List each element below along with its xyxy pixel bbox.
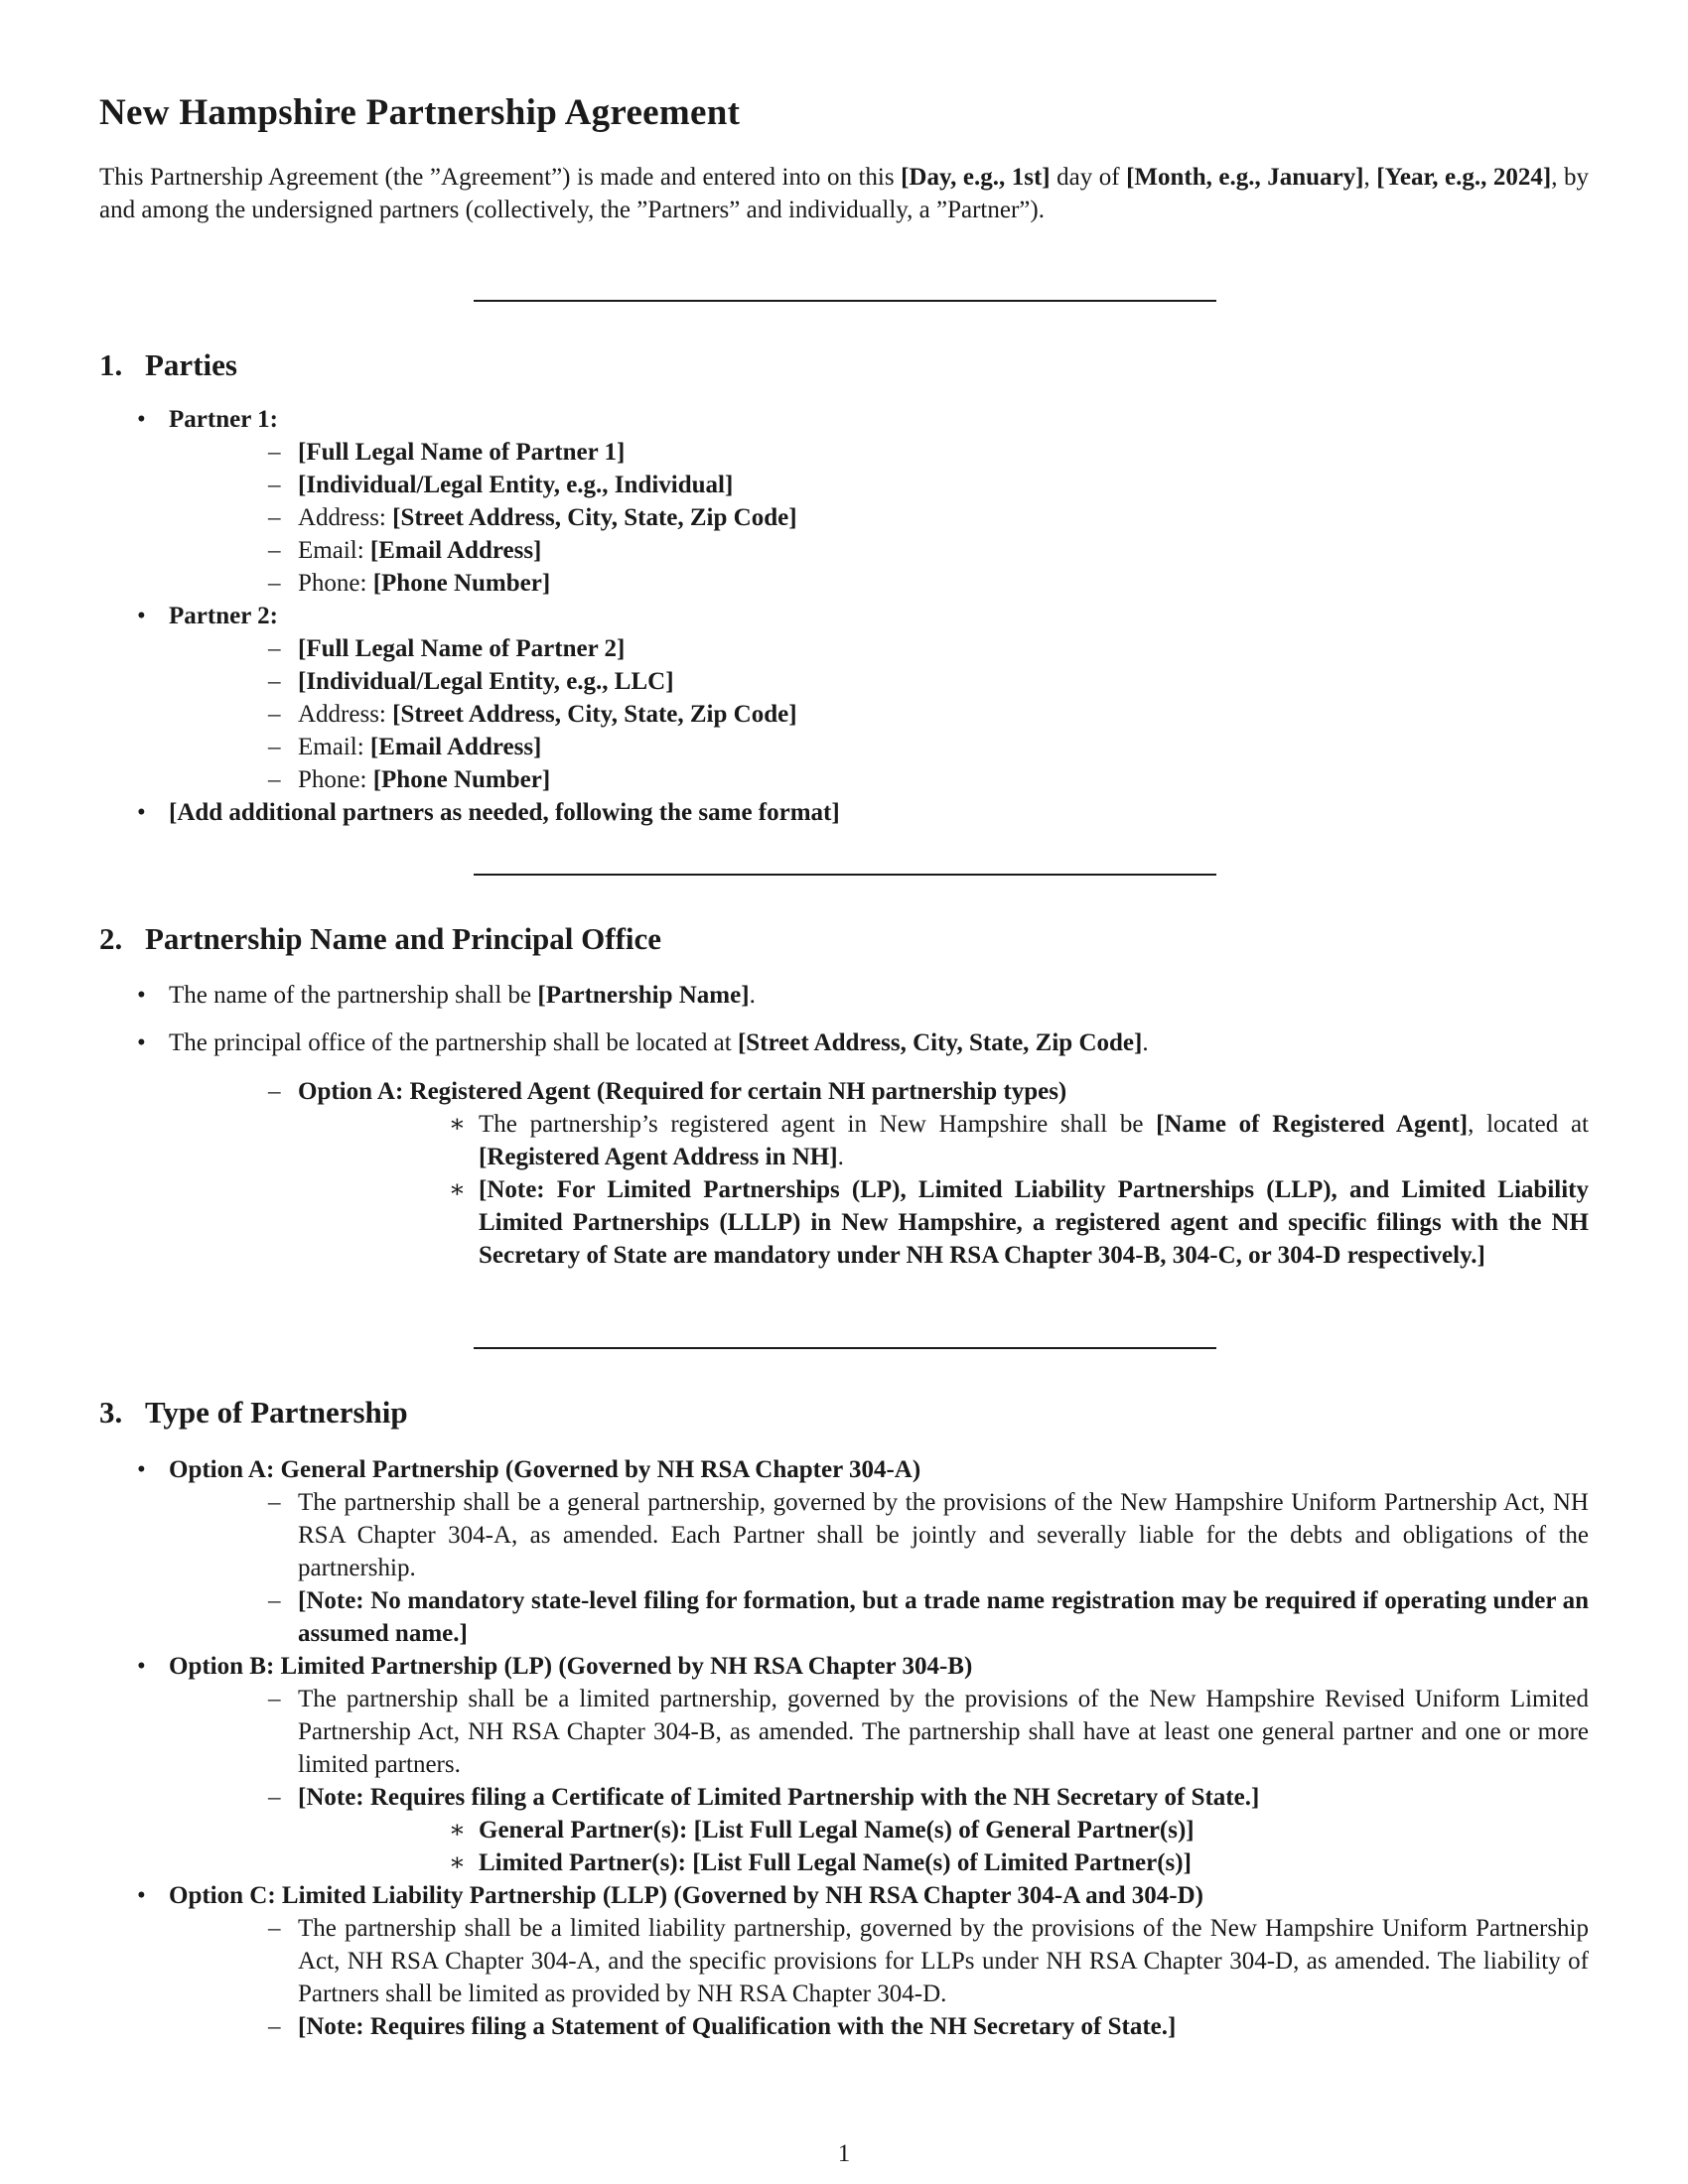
list-item [169,2010,1589,2043]
list-item [169,1781,1589,1879]
document-title: New Hampshire Partnership Agreement [99,92,741,133]
section-number: 3. [99,1395,123,1430]
intro-text: , [1363,164,1377,191]
general-partners-placeholder: [List Full Legal Name(s) of General Partner(s)] [693,1817,1195,1843]
section-title: Partnership Name and Principal Office [145,921,662,956]
partner-1-entity: [Individual/Legal Entity, e.g., Individual] [298,472,734,498]
option-c-note: [Note: Requires filing a Statement of Qualification with the NH Secretary of State.] [298,2013,1177,2040]
section-divider [474,300,1216,302]
intro-text: , by and among the undersigned partners (collectively, the ”Partners” and individually, a ”Partner”). [99,164,1590,223]
name-office-list [99,979,1589,1272]
email-label: Email: [298,537,370,564]
registered-agent-name: [Name of Registered Agent] [1156,1111,1469,1138]
page-number: 1 [837,2140,851,2167]
list-item [169,698,1589,731]
section-1-heading [99,347,237,383]
option-a-note: [Note: No mandatory state-level filing for formation, but a trade name registration may be required if operating under an assumed name.] [298,1587,1589,1647]
option-c-label: Option C: Limited Liability Partnership (LLP) (Governed by NH RSA Chapter 304-A and 304-D) [169,1882,1203,1909]
additional-partners-note: [Add additional partners as needed, following the same format] [169,799,840,826]
list-item [169,1912,1589,2010]
partner-2-label: Partner 2: [169,603,278,629]
limited-partners-placeholder: [List Full Legal Name(s) of Limited Partner(s)] [692,1849,1192,1876]
phone-label: Phone: [298,766,373,793]
list-item [169,534,1589,567]
intro-text: day of [1050,164,1127,191]
punctuation: . [749,982,756,1009]
registered-agent-text: The partnership’s registered agent in New Hampshire shall be [479,1111,1157,1138]
partner-1-name: [Full Legal Name of Partner 1] [298,439,626,466]
option-a-text: The partnership shall be a general partnership, governed by the provisions of the New Hampshire Uniform Partnership Act, NH RSA Chapter 304-A, as amended. Each Partner shall be jointly and severally liable for the debts and obligations of the partnership. [298,1489,1589,1581]
registered-agent-address: [Registered Agent Address in NH] [479,1144,838,1170]
list-item [169,501,1589,534]
partner-1-address: [Street Address, City, State, Zip Code] [392,504,797,531]
partnership-name-text: The name of the partnership shall be [169,982,538,1009]
list-item [298,1173,1589,1272]
section-title: Type of Partnership [145,1395,408,1430]
option-c-text: The partnership shall be a limited liability partnership, governed by the provisions of the New Hampshire Uniform Partnership Act, NH RSA Chapter 304-A, and the specific provisions for LLPs under NH RSA Chapter 304-D, as amended. The liability of Partners shall be limited as provided by NH RSA Chapter 304-D. [298,1915,1589,2007]
section-number: 2. [99,921,123,956]
punctuation: . [837,1144,844,1170]
list-item [169,436,1589,469]
list-item [169,1683,1589,1781]
day-placeholder: [Day, e.g., 1st] [901,164,1051,191]
list-item [169,731,1589,763]
general-partners-label: General Partner(s): [479,1817,694,1843]
partner-1-label: Partner 1: [169,406,278,433]
list-item [99,1879,1589,2043]
section-divider [474,874,1216,876]
registered-agent-option: Option A: Registered Agent (Required for certain NH partnership types) [298,1078,1067,1105]
address-label: Address: [298,701,393,728]
list-item [99,1026,1589,1272]
month-placeholder: [Month, e.g., January] [1126,164,1364,191]
intro-text: This Partnership Agreement (the ”Agreement”) is made and entered into on this [99,164,902,191]
partner-2-entity: [Individual/Legal Entity, e.g., LLC] [298,668,674,695]
list-item [99,1453,1589,1650]
registered-agent-mid: , located at [1468,1111,1589,1138]
list-item [99,796,1589,829]
partner-1-phone: [Phone Number] [372,570,551,597]
partnership-type-list [99,1453,1589,2043]
intro-paragraph [99,161,1589,226]
list-item [169,1584,1589,1650]
list-item [298,1108,1589,1173]
list-item [169,469,1589,501]
partner-2-name: [Full Legal Name of Partner 2] [298,635,626,662]
partner-2-address: [Street Address, City, State, Zip Code] [392,701,797,728]
section-title: Parties [145,347,237,382]
address-label: Address: [298,504,393,531]
list-item [169,1486,1589,1584]
option-b-text: The partnership shall be a limited partnership, governed by the provisions of the New Hampshire Revised Uniform Limited Partnership Act, NH RSA Chapter 304-B, as amended. The partnership shall have at least one general partner and one or more limited partners. [298,1686,1589,1778]
partner-1-email: [Email Address] [369,537,542,564]
partner-2-email: [Email Address] [369,734,542,760]
limited-partners-label: Limited Partner(s): [479,1849,693,1876]
list-item [169,1075,1589,1272]
email-label: Email: [298,734,370,760]
section-divider [474,1347,1216,1349]
list-item [99,1650,1589,1879]
list-item [99,600,1589,796]
option-b-note: [Note: Requires filing a Certificate of Limited Partnership with the NH Secretary of State.] [298,1784,1260,1811]
list-item [169,632,1589,665]
list-item [169,763,1589,796]
parties-list [99,403,1589,829]
principal-office-text: The principal office of the partnership shall be located at [169,1029,738,1056]
registered-agent-note: [Note: For Limited Partnerships (LP), Limited Liability Partnerships (LLP), and Limited Liability Limited Partnerships (LLLP) in New Hampshire, a registered agent and specific filings with the NH Secretary of State are mandatory under NH RSA Chapter 304-B, 304-C, or 304-D respectively.] [479,1176,1589,1269]
partner-2-phone: [Phone Number] [372,766,551,793]
section-number: 1. [99,347,123,382]
list-item [169,567,1589,600]
year-placeholder: [Year, e.g., 2024] [1376,164,1552,191]
section-3-heading [99,1395,408,1431]
list-item [298,1846,1589,1879]
principal-office-placeholder: [Street Address, City, State, Zip Code] [737,1029,1143,1056]
punctuation: . [1142,1029,1149,1056]
option-b-label: Option B: Limited Partnership (LP) (Governed by NH RSA Chapter 304-B) [169,1653,973,1680]
phone-label: Phone: [298,570,373,597]
list-item [169,665,1589,698]
section-2-heading [99,921,661,957]
option-a-label: Option A: General Partnership (Governed by NH RSA Chapter 304-A) [169,1456,921,1483]
list-item [99,979,1589,1012]
partnership-name-placeholder: [Partnership Name] [537,982,750,1009]
list-item [99,403,1589,600]
list-item [298,1814,1589,1846]
